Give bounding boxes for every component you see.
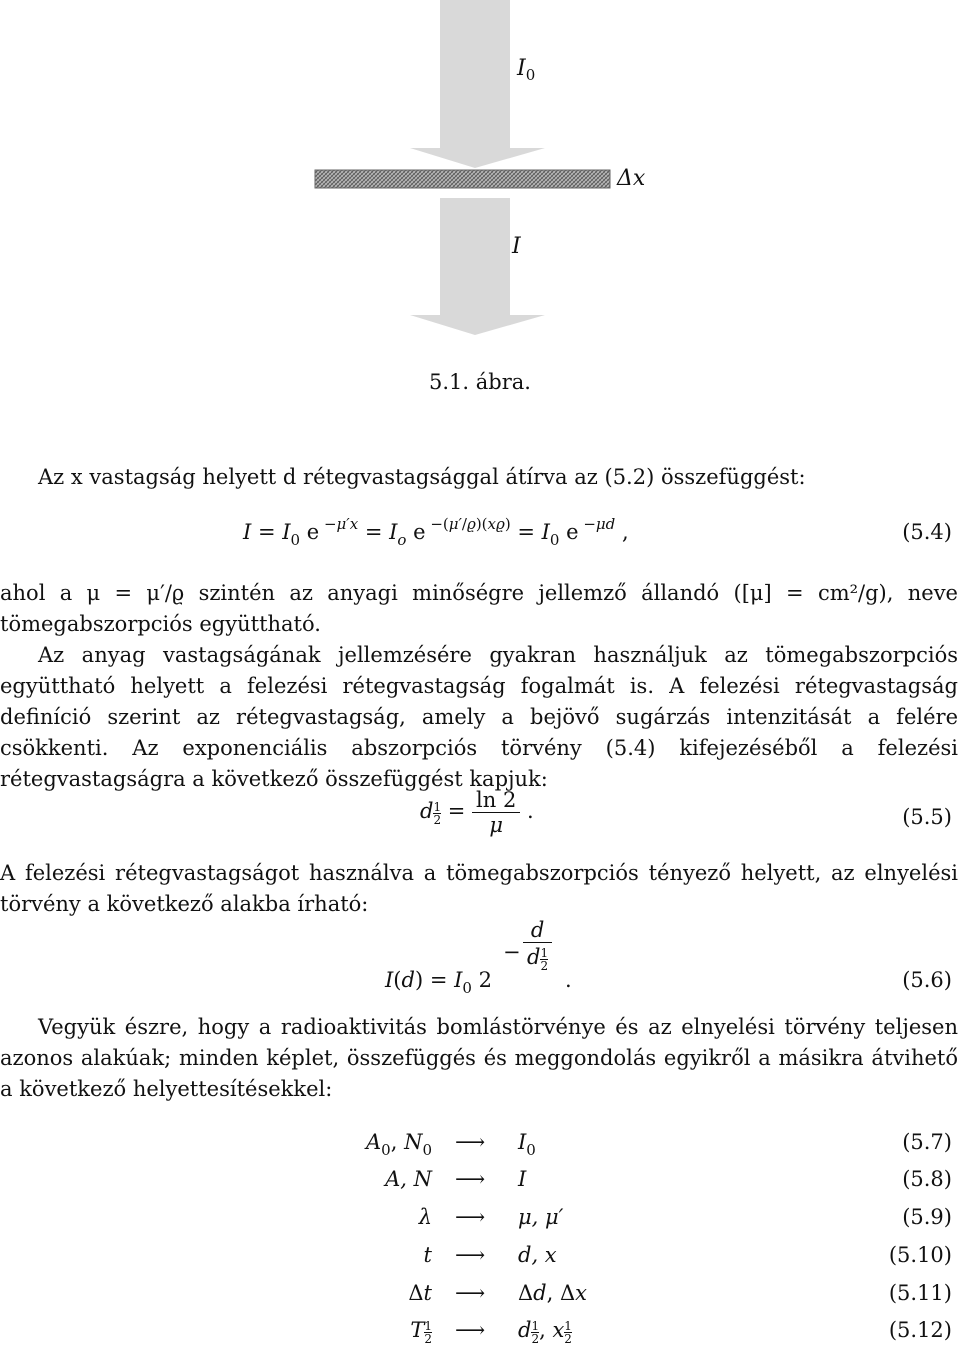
mapping-left: T $\frac{1}{2}$	[410, 1318, 432, 1346]
equation-5-6: $I(d) = I_0$ 2 − d d $\frac{1}{2}$ .	[385, 918, 572, 997]
mapping-right: μ, μ′	[518, 1205, 564, 1229]
mapping-right: $I_0$	[518, 1130, 536, 1159]
equation-number: (5.8)	[902, 1167, 952, 1191]
equation-number: (5.12)	[888, 1318, 952, 1342]
equation-number: (5.9)	[902, 1205, 952, 1229]
mapping-left: A, N	[385, 1167, 432, 1191]
transmitted-intensity-label: I	[512, 234, 521, 259]
equation-number-5-4: (5.4)	[902, 520, 952, 544]
paragraph-intro: Az x vastagság helyett d rétegvastagsággal átírva az (5.2) összefüggést:	[38, 465, 806, 489]
absorber-slab	[315, 170, 610, 188]
equation-number-5-6: (5.6)	[902, 968, 952, 992]
mapping-arrow: ⟶	[455, 1130, 486, 1154]
mapping-right: d, x	[518, 1243, 557, 1267]
slab-thickness-label: Δx	[617, 166, 646, 191]
incident-intensity-label: $I_0$	[517, 56, 536, 84]
transmitted-arrow	[410, 198, 545, 335]
mapping-row	[0, 1281, 960, 1315]
mapping-arrow: ⟶	[455, 1205, 486, 1229]
mapping-left: λ	[418, 1205, 432, 1229]
paragraph-analogy: Vegyük észre, hogy a radioaktivitás bomlástörvénye és az elnyelési törvény teljesen azonos alakúak; minden képlet, összefüggés és meggondolás egyikről a másikra átvihető a következő helyettesítésekkel:	[0, 1015, 958, 1101]
equation-number-5-5: (5.5)	[902, 805, 952, 829]
figure-caption: 5.1. ábra.	[429, 370, 531, 394]
mapping-right: d $\frac{1}{2}$ , x $\frac{1}{2}$	[518, 1318, 572, 1346]
incident-arrow	[410, 0, 545, 168]
attenuation-diagram	[0, 0, 960, 420]
mapping-arrow: ⟶	[455, 1281, 486, 1305]
mapping-arrow: ⟶	[455, 1318, 486, 1342]
equation-number: (5.7)	[902, 1130, 952, 1154]
mapping-row	[0, 1205, 960, 1239]
equation-5-4: $I = I_0$ e $^{-\mu'x} = I_o$ e $^{-(\mu'/ϱ)(xϱ)} = I_0$ e $^{-\mu d}$ ,	[243, 515, 629, 549]
mapping-row	[0, 1130, 960, 1164]
paragraph-law-form: A felezési rétegvastagságot használva a tömegabszorpciós tényező helyett, az elnyelési törvény a következő alakba írható:	[0, 861, 958, 916]
mapping-right: Δd, Δx	[518, 1281, 587, 1305]
mapping-left: $A_0$, $N_0$	[366, 1130, 432, 1159]
mapping-arrow: ⟶	[455, 1243, 486, 1267]
mapping-arrow: ⟶	[455, 1167, 486, 1191]
mapping-row	[0, 1167, 960, 1201]
mapping-left: t	[423, 1243, 432, 1267]
equation-number: (5.10)	[888, 1243, 952, 1267]
equation-number: (5.11)	[888, 1281, 952, 1305]
mapping-left: Δt	[408, 1281, 432, 1305]
paragraph-half-value-layer: Az anyag vastagságának jellemzésére gyakran használjuk az tömegabszorpciós együttható helyett a felezési rétegvastagság fogalmát is. A felezési rétegvastagság definíció szerint az rétegvastagság, amely a bejövő sugárzás intenzitását a felére csökkenti. Az exponenciális abszorpciós törvény (5.4) kifejezéséből a felezési rétegvastagságra a következő összefüggést kapjuk:	[0, 643, 958, 791]
mapping-right: I	[518, 1167, 527, 1191]
paragraph-mass-coefficient: ahol a μ = μ′/ϱ szintén az anyagi minőségre jellemző állandó ([μ] = cm²/g), neve tömegabszorpciós együttható.	[0, 581, 958, 636]
mapping-row	[0, 1318, 960, 1352]
equation-5-5: d $\frac{1}{2}$ = $\frac{\ln 2}{\mu}$ .	[420, 788, 534, 837]
attenuation-figure	[0, 0, 960, 420]
mapping-row	[0, 1243, 960, 1277]
